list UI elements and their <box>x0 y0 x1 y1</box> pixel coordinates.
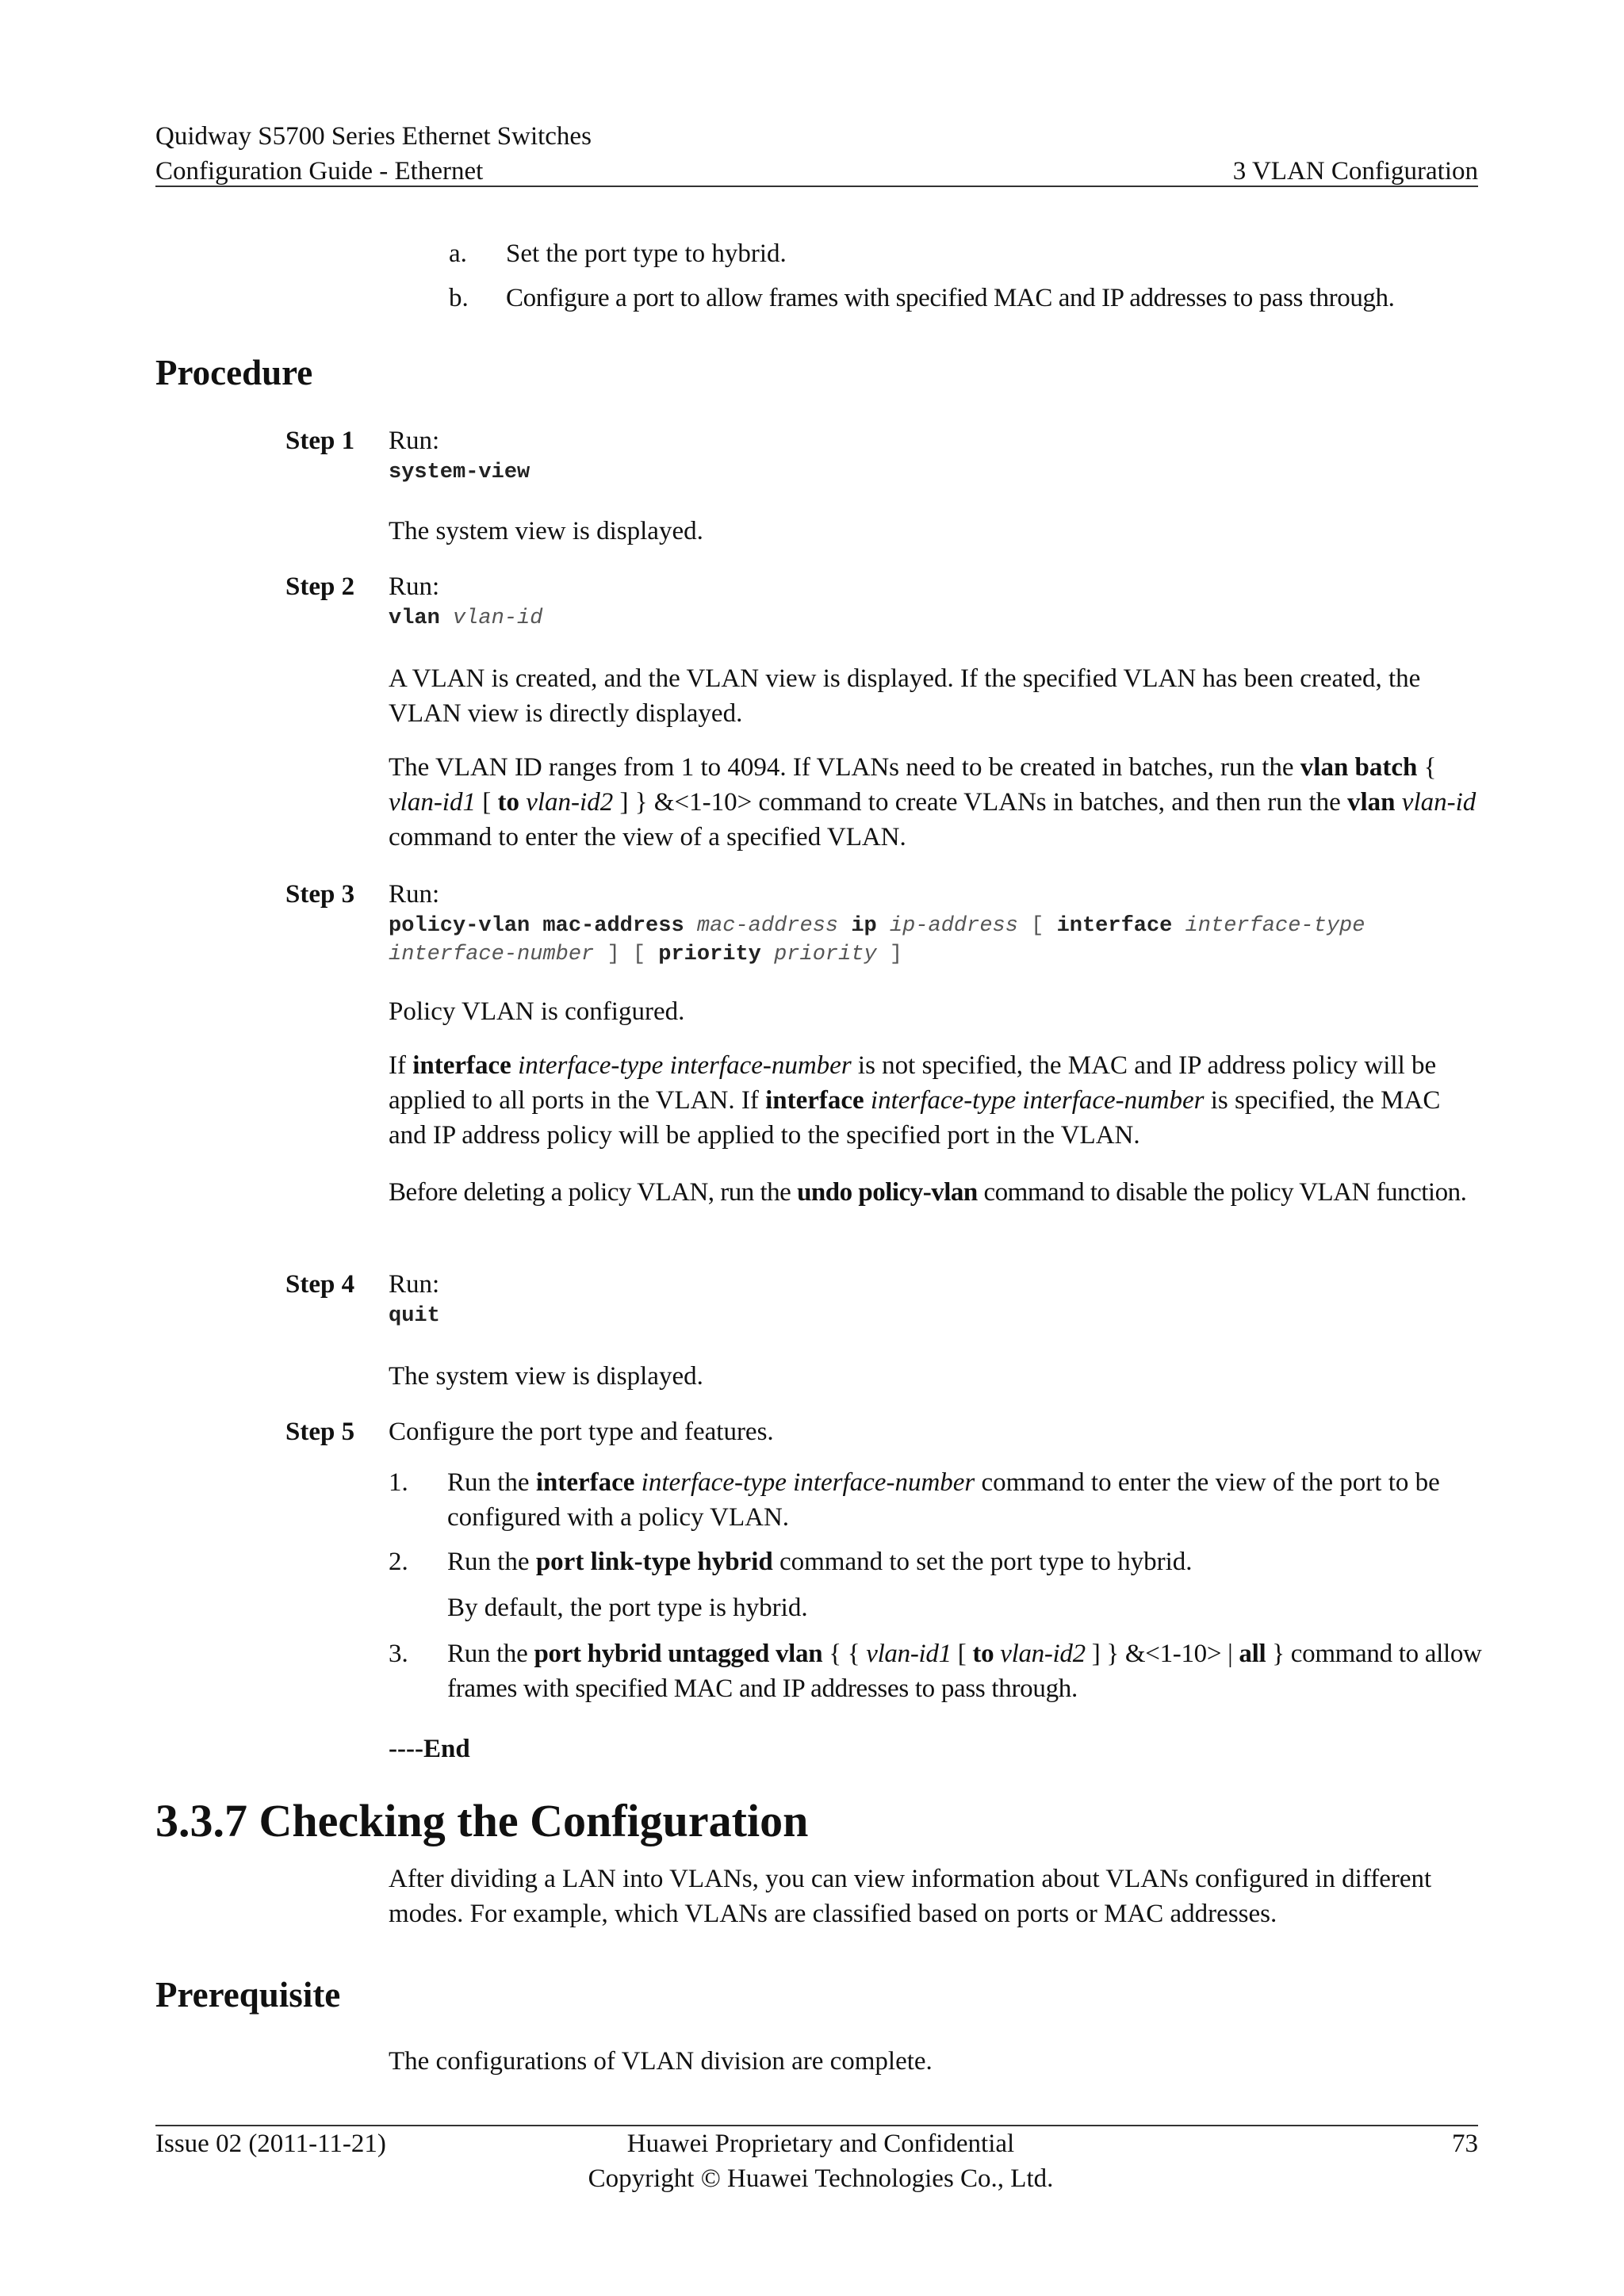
step-3-body <box>389 877 1483 969</box>
list-item-text <box>447 1544 1486 1579</box>
step-label: Step 4 <box>285 1270 355 1299</box>
footer-issue: Issue 02 (2011-11-21) <box>155 2130 386 2158</box>
step-label: Step 5 <box>285 1418 355 1446</box>
command-line <box>389 604 1483 633</box>
header-subtitle-row <box>155 154 1478 189</box>
step-2-vlan-range-note <box>389 750 1483 855</box>
header-title: Quidway S5700 Series Ethernet Switches <box>155 122 592 151</box>
text: Run the <box>447 1548 536 1576</box>
step-3-description: Policy VLAN is configured. <box>389 997 685 1026</box>
keyword: undo policy-vlan <box>797 1178 978 1207</box>
intro-item-marker: b. <box>449 284 469 312</box>
argument: vlan-id2 <box>1000 1640 1086 1668</box>
bracket: ] [ <box>607 943 646 966</box>
command-argument: priority <box>774 943 877 966</box>
text: If <box>389 1051 413 1080</box>
text: is specified, the MAC and IP address policy will be applied to the specified port in the VLAN. <box>389 1086 1441 1150</box>
prerequisite-text: The configurations of VLAN division are complete. <box>389 2047 933 2076</box>
keyword: interface <box>765 1086 864 1115</box>
command-keyword: ip <box>851 914 877 938</box>
list-number: 2. <box>389 1548 408 1576</box>
command-keyword: interface <box>1056 914 1173 938</box>
text: { <box>1417 753 1437 782</box>
text: command to enter the view of a specified VLAN. <box>389 823 906 851</box>
intro-item-text: Configure a port to allow frames with specified MAC and IP addresses to pass through. <box>506 284 1395 312</box>
argument: interface-type interface-number <box>518 1051 852 1080</box>
step-3-interface-note <box>389 1048 1483 1153</box>
command-keyword: vlan <box>389 607 440 630</box>
argument: vlan-id2 <box>526 788 614 817</box>
text: Before deleting a policy VLAN, run the <box>389 1178 798 1207</box>
text: [ <box>951 1640 973 1668</box>
intro-item-text: Set the port type to hybrid. <box>506 239 787 268</box>
text: command to set the port type to hybrid. <box>772 1548 1193 1576</box>
text: The VLAN ID ranges from 1 to 4094. If VLANs need to be created in batches, run the <box>389 753 1300 782</box>
step-4-body <box>389 1267 1483 1330</box>
list-item-text <box>447 1636 1486 1706</box>
argument: vlan-id1 <box>389 788 476 817</box>
section-title: 3.3.7 Checking the Configuration <box>155 1795 809 1846</box>
step-label: Step 3 <box>285 880 355 909</box>
command-keyword: priority <box>658 943 761 966</box>
page-number: 73 <box>1452 2130 1478 2158</box>
argument: vlan-id <box>1401 788 1477 817</box>
keyword: all <box>1239 1640 1266 1668</box>
argument: interface-type interface-number <box>870 1086 1205 1115</box>
procedure-end-marker: ----End <box>389 1735 470 1763</box>
run-label: Run: <box>389 427 440 455</box>
section-intro: After dividing a LAN into VLANs, you can view information about VLANs configured in different modes. For example, which VLANs are classified based on ports or MAC addresses. <box>389 1865 1432 1928</box>
keyword: vlan <box>1347 788 1396 817</box>
run-label: Run: <box>389 880 440 909</box>
list-item-text <box>447 1465 1486 1535</box>
text: [ <box>475 788 498 817</box>
footer-center <box>500 2126 1142 2196</box>
text: command to disable the policy VLAN function. <box>977 1178 1467 1207</box>
text: command to enter the view of the port to be configured with a policy VLAN. <box>447 1468 1440 1532</box>
command-argument: interface-type <box>1185 914 1365 938</box>
bracket: [ <box>1031 914 1044 938</box>
command-line <box>389 912 1483 940</box>
text: ] } &<1-10> | <box>1085 1640 1239 1668</box>
running-header <box>155 119 1478 189</box>
text: Run the <box>447 1640 534 1668</box>
keyword: port hybrid untagged vlan <box>534 1640 823 1668</box>
step-2-body <box>389 569 1483 633</box>
keyword: port link-type hybrid <box>535 1548 773 1576</box>
step-2-description: A VLAN is created, and the VLAN view is displayed. If the specified VLAN has been created, the VLAN view is directly displayed. <box>389 664 1421 728</box>
run-label: Run: <box>389 1270 440 1299</box>
text: ] } &<1-10> command to create VLANs in batches, and then run the <box>613 788 1348 817</box>
text <box>519 788 526 817</box>
keyword: to <box>497 788 519 817</box>
step-4-description: The system view is displayed. <box>389 1362 703 1391</box>
command-argument: mac-address <box>696 914 839 938</box>
keyword: interface <box>412 1051 511 1080</box>
command-line <box>389 940 1483 969</box>
step-label: Step 1 <box>285 427 355 455</box>
list-item-note: By default, the port type is hybrid. <box>447 1594 808 1622</box>
footer-confidential: Huawei Proprietary and Confidential <box>626 2130 1015 2158</box>
text: { { <box>822 1640 867 1668</box>
keyword: interface <box>535 1468 635 1497</box>
footer-copyright: Copyright © Huawei Technologies Co., Ltd. <box>588 2164 1054 2193</box>
text: } command to allow frames with specified MAC and IP addresses to pass through. <box>447 1640 1482 1703</box>
step-5-description: Configure the port type and features. <box>389 1418 774 1446</box>
keyword: to <box>972 1640 994 1668</box>
prerequisite-heading: Prerequisite <box>155 1975 341 2015</box>
header-guide: Configuration Guide - Ethernet <box>155 157 484 186</box>
intro-item-marker: a. <box>449 239 467 268</box>
text: is not specified, the MAC and IP address policy will be applied to all ports in the VLAN. If <box>389 1051 1437 1115</box>
command-argument: interface-number <box>389 943 595 966</box>
argument: interface-type interface-number <box>641 1468 975 1497</box>
bracket: ] <box>889 943 903 966</box>
command-keyword: policy-vlan mac-address <box>389 914 684 938</box>
step-label: Step 2 <box>285 572 355 601</box>
run-label: Run: <box>389 572 440 601</box>
procedure-heading: Procedure <box>155 353 313 392</box>
header-rule <box>155 186 1478 187</box>
step-1-description: The system view is displayed. <box>389 517 703 545</box>
keyword: vlan batch <box>1300 753 1418 782</box>
list-number: 3. <box>389 1640 408 1668</box>
argument: vlan-id1 <box>866 1640 952 1668</box>
text <box>1396 788 1402 817</box>
text: Run the <box>447 1468 536 1497</box>
header-chapter: 3 VLAN Configuration <box>1232 157 1478 186</box>
command-argument: ip-address <box>889 914 1018 938</box>
command-argument: vlan-id <box>453 607 543 630</box>
list-number: 1. <box>389 1468 408 1497</box>
command-line: system-view <box>389 461 530 484</box>
step-3-undo-note <box>389 1175 1483 1210</box>
step-1-body <box>389 423 1483 487</box>
command-line: quit <box>389 1304 440 1328</box>
